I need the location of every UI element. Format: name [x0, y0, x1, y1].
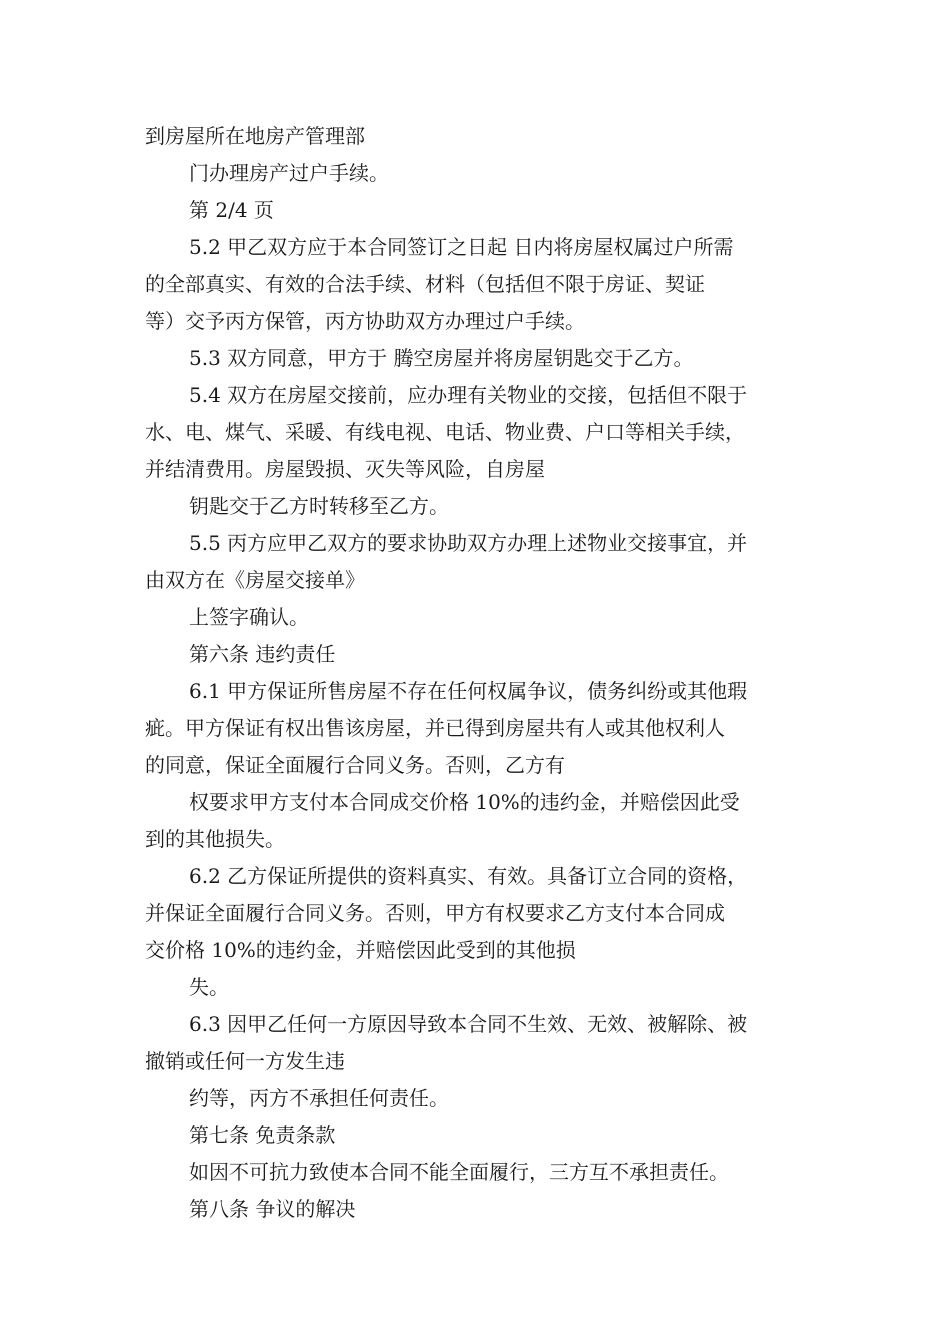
text-line: 6.1 甲方保证所售房屋不存在任何权属争议，债务纠纷或其他瑕: [189, 679, 748, 703]
text-line: 由双方在《房屋交接单》: [145, 568, 365, 592]
text-line: 5.4 双方在房屋交接前，应办理有关物业的交接，包括但不限于: [189, 383, 748, 407]
text-line: 约等，丙方不承担任何责任。: [189, 1086, 449, 1110]
text-line: 第六条 违约责任: [189, 642, 336, 666]
text-line: 的全部真实、有效的合法手续、材料（包括但不限于房证、契证: [145, 272, 705, 296]
text-line: 疵。甲方保证有权出售该房屋，并已得到房屋共有人或其他权利人: [145, 716, 725, 740]
text-line: 撤销或任何一方发生违: [145, 1049, 345, 1073]
text-line: 第八条 争议的解决: [189, 1197, 356, 1221]
text-line: 的同意，保证全面履行合同义务。否则，乙方有: [145, 753, 565, 777]
text-line: 6.2 乙方保证所提供的资料真实、有效。具备订立合同的资格，: [189, 864, 748, 888]
text-line: 6.3 因甲乙任何一方原因导致本合同不生效、无效、被解除、被: [189, 1012, 748, 1036]
text-line: 5.3 双方同意，甲方于 腾空房屋并将房屋钥匙交于乙方。: [189, 346, 694, 370]
document-body: [145, 118, 825, 1228]
text-line: 水、电、煤气、采暖、有线电视、电话、物业费、户口等相关手续，: [145, 420, 745, 444]
text-line: 到的其他损失。: [145, 827, 285, 851]
text-line: 等）交予丙方保管，丙方协助双方办理过户手续。: [145, 309, 585, 333]
text-line: 交价格 10%的违约金，并赔偿因此受到的其他损: [145, 938, 576, 962]
text-line: 第 2/4 页: [189, 198, 274, 222]
text-line: 第七条 免责条款: [189, 1123, 336, 1147]
text-line: 5.5 丙方应甲乙双方的要求协助双方办理上述物业交接事宜，并: [189, 531, 748, 555]
text-line: 5.2 甲乙双方应于本合同签订之日起 日内将房屋权属过户所需: [189, 235, 734, 259]
text-line: 上签字确认。: [189, 605, 309, 629]
text-line: 并保证全面履行合同义务。否则，甲方有权要求乙方支付本合同成: [145, 901, 725, 925]
text-line: 失。: [189, 975, 229, 999]
text-line: 如因不可抗力致使本合同不能全面履行，三方互不承担责任。: [189, 1160, 729, 1184]
text-line: 权要求甲方支付本合同成交价格 10%的违约金，并赔偿因此受: [189, 790, 740, 814]
text-line: 门办理房产过户手续。: [189, 161, 389, 185]
text-line: 并结清费用。房屋毁损、灭失等风险，自房屋: [145, 457, 545, 481]
text-line: 到房屋所在地房产管理部: [145, 124, 365, 148]
text-line: 钥匙交于乙方时转移至乙方。: [189, 494, 449, 518]
